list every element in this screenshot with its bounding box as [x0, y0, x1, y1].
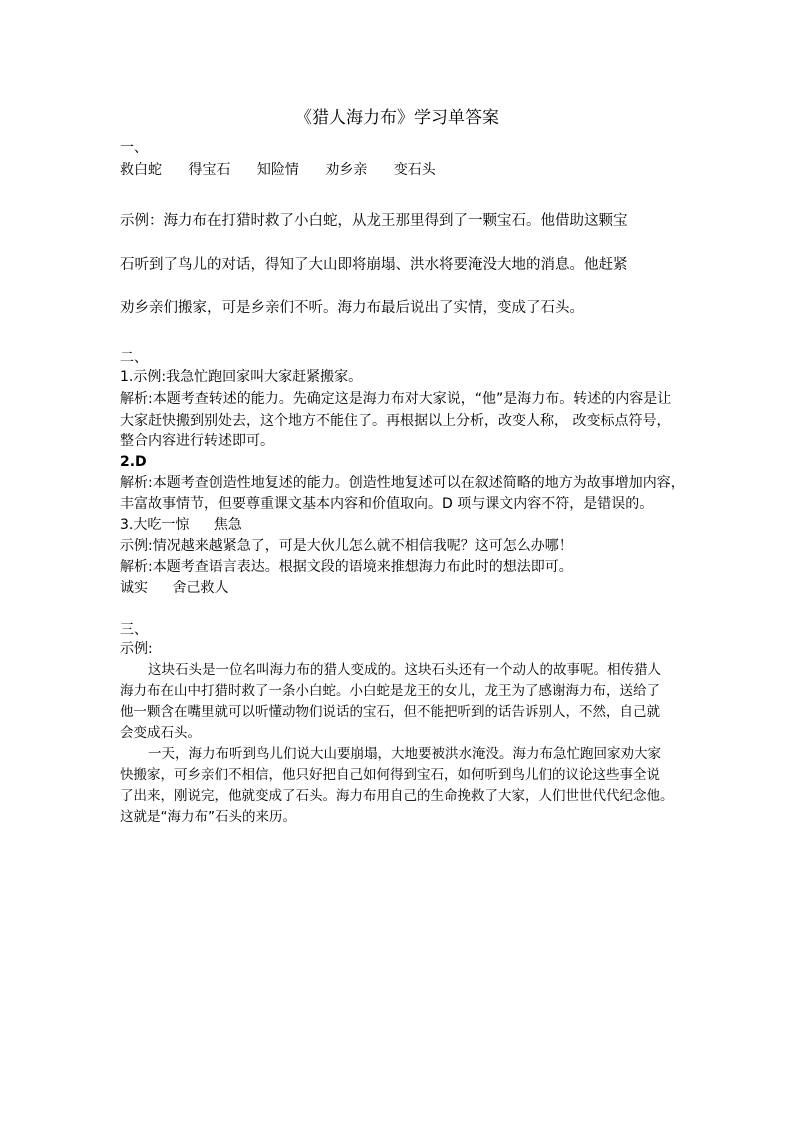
section-1-words — [120, 160, 458, 180]
page-title: 《猎人海力布》学习单答案 — [295, 108, 499, 128]
q3-words — [120, 515, 262, 535]
section-3-heading: 三、 — [120, 622, 148, 638]
word-item: 知险情 — [256, 162, 299, 178]
word-item: 变石头 — [393, 162, 436, 178]
word-item: 3.大吃一惊 — [120, 517, 190, 533]
section-3-label: 示例: — [120, 641, 153, 657]
word-item: 焦急 — [213, 517, 242, 533]
story-line: 海力布在山中打猎时救了一条小白蛇。小白蛇是龙王的女儿，龙王为了感谢海力布，送给了 — [120, 683, 660, 699]
section-1-heading: 一、 — [120, 140, 148, 156]
q1-analysis-line: 解析:本题考查转述的能力。先确定这是海力布对大家说，“他”是海力布。转述的内容是让 — [120, 391, 672, 407]
q1-analysis-line: 整合内容进行转述即可。 — [120, 433, 274, 449]
q2-answer: 2.D — [120, 454, 147, 470]
word-item: 劝乡亲 — [325, 162, 368, 178]
q2-analysis-line: 丰富故事情节，但要尊重课文基本内容和价值取向。D 项与课文内容不符，是错误的。 — [120, 496, 654, 512]
section-1-example-line: 石听到了鸟儿的对话，得知了大山即将崩塌、洪水将要淹没大地的消息。他赶紧 — [120, 257, 628, 273]
section-1-example-line: 示例：海力布在打猎时救了小白蛇，从龙王那里得到了一颗宝石。他借助这颗宝 — [120, 213, 628, 229]
story-line: 一天，海力布听到鸟儿们说大山要崩塌，大地要被洪水淹没。海力布急忙跑回家劝大家 — [148, 746, 661, 762]
q2-analysis-line: 解析:本题考查创造性地复述的能力。创造性地复述可以在叙述简略的地方为故事增加内容， — [120, 475, 685, 491]
q3-analysis: 解析:本题考查语言表达。根据文段的语境来推想海力布此时的想法即可。 — [120, 559, 573, 575]
section-1-example-line: 劝乡亲们搬家，可是乡亲们不听。海力布最后说出了实情，变成了石头。 — [120, 300, 584, 316]
word-item: 诚实 — [120, 580, 148, 596]
word-item: 得宝石 — [188, 162, 231, 178]
section-2-heading: 二、 — [120, 350, 148, 366]
q3-example: 示例:情况越来越紧急了，可是大伙儿怎么就不相信我呢？这可怎么办哪！ — [120, 538, 573, 554]
word-item: 舍己救人 — [172, 580, 229, 596]
q1-answer: 1.示例:我急忙跑回家叫大家赶紧搬家。 — [120, 369, 363, 385]
story-line: 这块石头是一位名叫海力布的猎人变成的。这块石头还有一个动人的故事呢。相传猎人 — [148, 662, 661, 678]
story-line: 会变成石头。 — [120, 725, 201, 741]
story-line: 快搬家，可乡亲们不相信，他只好把自己如何得到宝石，如何听到鸟儿们的议论这些事全说 — [120, 767, 660, 783]
q4-words — [120, 578, 248, 598]
q1-analysis-line: 大家赶快搬到别处去，这个地方不能住了。再根据以上分析，改变人称， 改变标点符号， — [120, 413, 671, 429]
word-item: 救白蛇 — [120, 162, 162, 178]
story-line: 了出来，刚说完，他就变成了石头。海力布用自己的生命挽救了大家，人们世世代代纪念他。 — [120, 788, 674, 804]
story-line: 他一颗含在嘴里就可以听懂动物们说话的宝石，但不能把听到的话告诉别人，不然，自己就 — [120, 704, 660, 720]
story-line: 这就是“海力布”石头的来历。 — [120, 809, 296, 825]
